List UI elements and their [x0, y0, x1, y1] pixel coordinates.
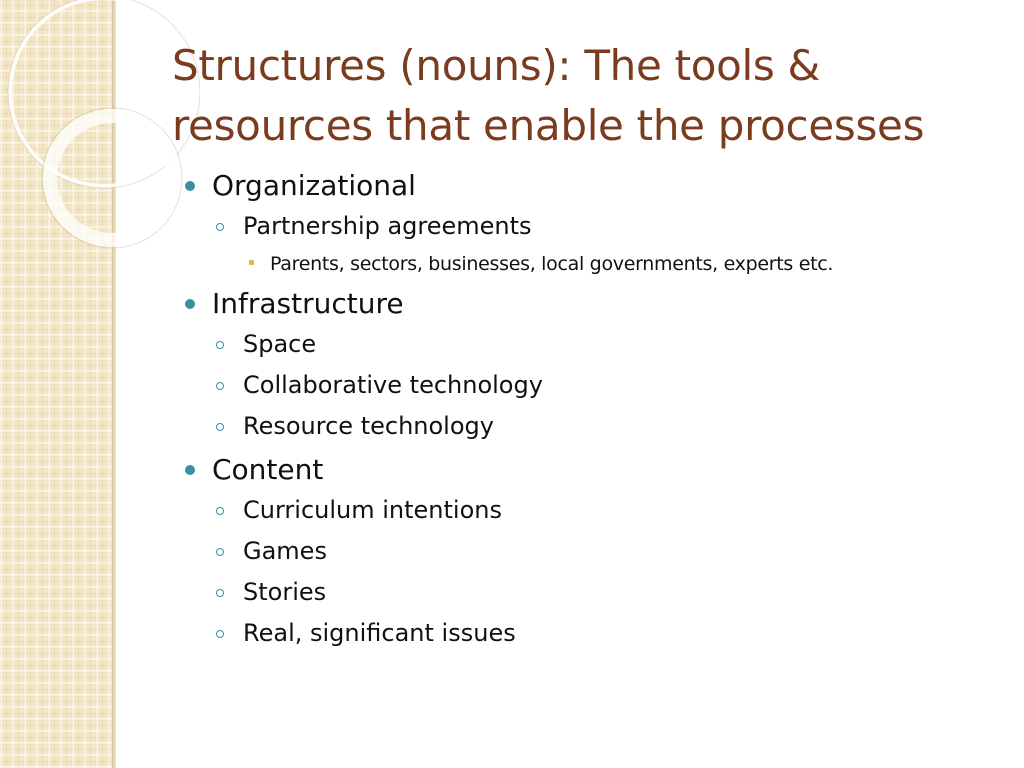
filled-circle-bullet-icon — [185, 465, 195, 475]
hollow-circle-bullet-icon — [216, 223, 224, 231]
filled-circle-bullet-icon — [185, 299, 195, 309]
list-item-text: Real, significant issues — [243, 619, 516, 647]
list-item-text: Resource technology — [243, 412, 494, 440]
list-item-text: Content — [212, 453, 324, 486]
hollow-circle-bullet-icon — [216, 548, 224, 556]
list-item-text: Collaborative technology — [243, 371, 543, 399]
list-item-text: Stories — [243, 578, 327, 606]
list-item-text: Infrastructure — [212, 287, 404, 320]
bullet-list — [185, 163, 1005, 654]
list-item — [185, 365, 1005, 406]
hollow-circle-bullet-icon — [216, 341, 224, 349]
list-item — [185, 531, 1005, 572]
list-item — [185, 490, 1005, 531]
filled-circle-bullet-icon — [185, 181, 195, 191]
list-item — [185, 283, 1005, 324]
list-item — [185, 206, 1005, 247]
square-bullet-icon — [249, 260, 254, 265]
list-item — [185, 165, 1005, 206]
hollow-circle-bullet-icon — [216, 423, 224, 431]
list-item-text: Games — [243, 537, 327, 565]
list-item — [185, 406, 1005, 447]
list-item-text: Parents, sectors, businesses, local governments, experts etc. — [270, 253, 834, 275]
list-item-text: Curriculum intentions — [243, 496, 502, 524]
hollow-circle-bullet-icon — [216, 382, 224, 390]
hollow-circle-bullet-icon — [216, 630, 224, 638]
list-item — [185, 247, 1005, 281]
list-item-text: Organizational — [212, 169, 416, 202]
list-item-text: Space — [243, 330, 317, 358]
list-item — [185, 449, 1005, 490]
hollow-circle-bullet-icon — [216, 589, 224, 597]
hollow-circle-bullet-icon — [216, 507, 224, 515]
list-item-text: Partnership agreements — [243, 212, 532, 240]
slide-title: Structures (nouns): The tools & resources that enable the processes — [172, 41, 925, 150]
list-item — [185, 572, 1005, 613]
decorative-circles-icon — [0, 0, 200, 260]
list-item — [185, 613, 1005, 654]
list-item — [185, 324, 1005, 365]
